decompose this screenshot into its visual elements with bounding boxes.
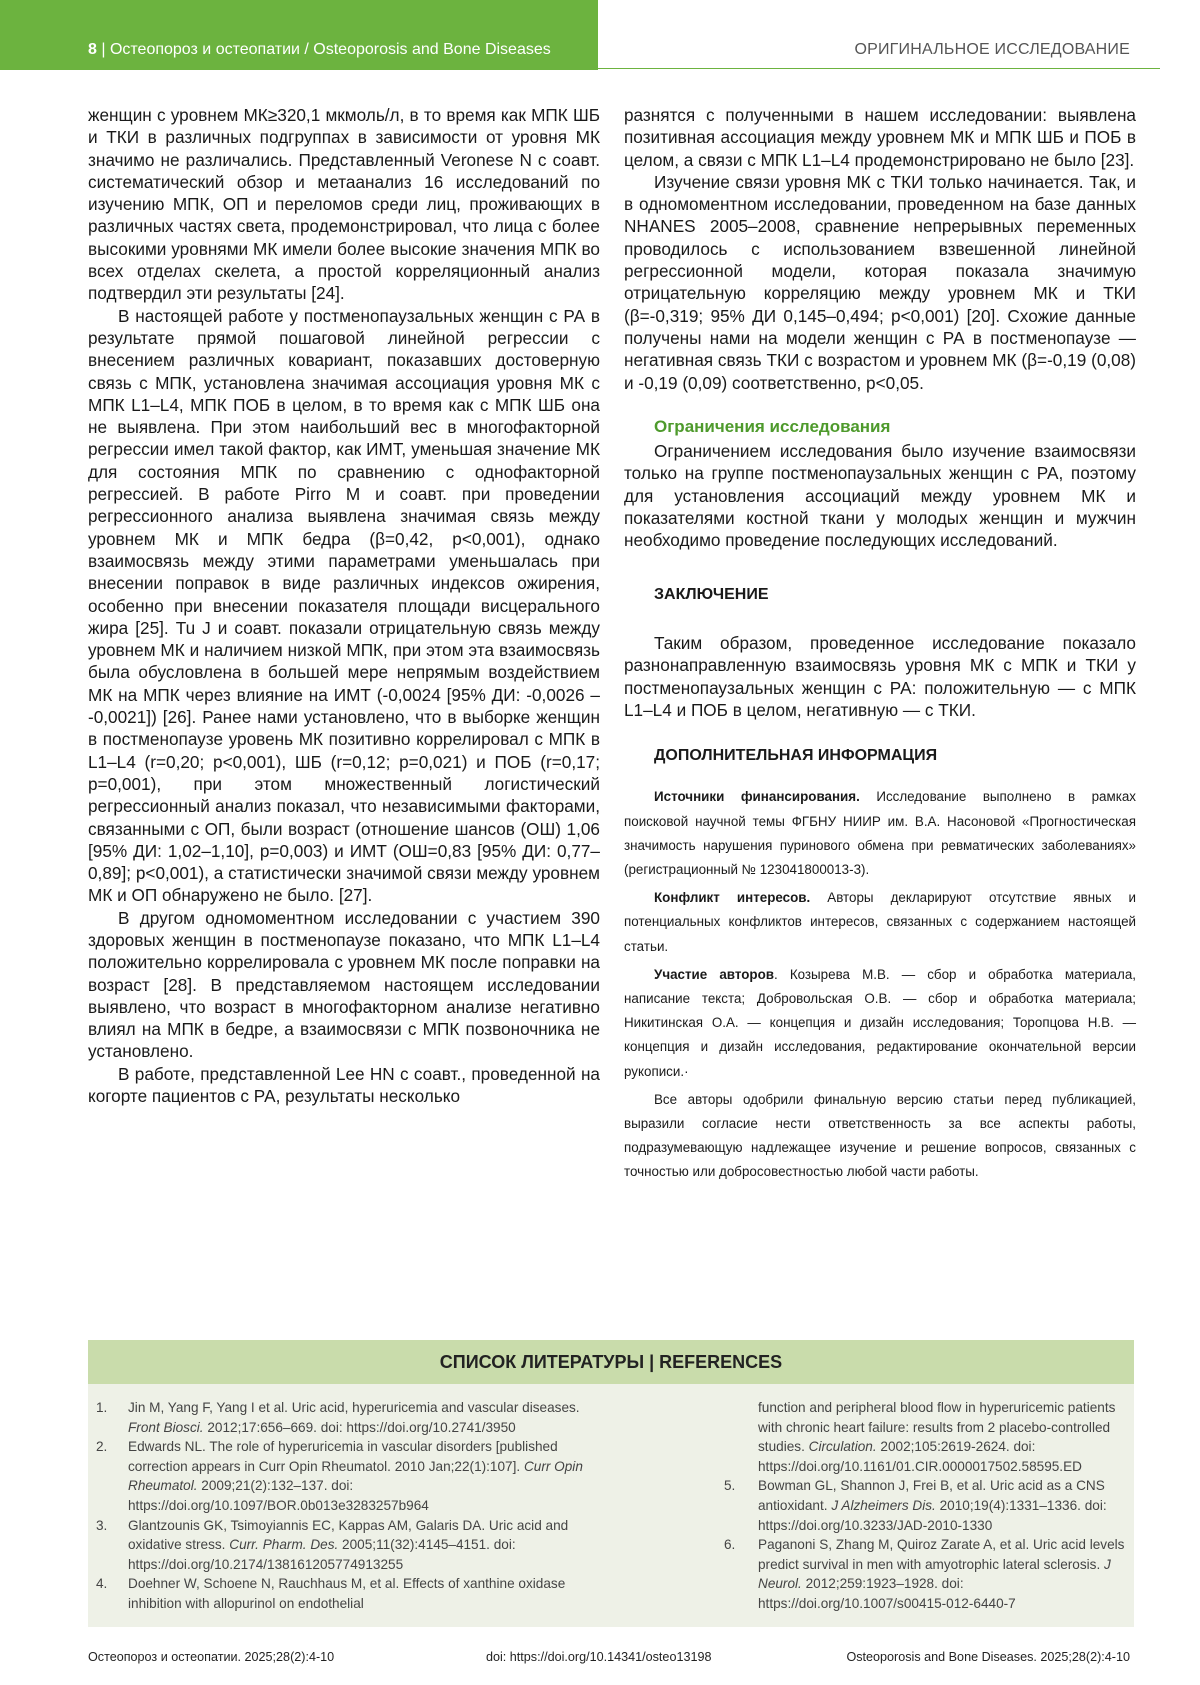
conflict-label: Конфликт интересов.: [654, 890, 811, 906]
reference-item: [88, 1398, 588, 1437]
reference-item: [628, 1476, 1128, 1535]
reference-tail: 2012;259:1923–1928. doi: https://doi.org/10.1007/s00415-012-6440-7: [758, 1576, 1016, 1611]
additional-info-heading: ДОПОЛНИТЕЛЬНАЯ ИНФОРМАЦИЯ: [654, 747, 938, 765]
reference-text: Doehner W, Schoene N, Rauchhaus M, et al. Effects of xanthine oxidase inhibition with allopurinol on endothelial: [128, 1576, 566, 1611]
reference-number: 4.: [96, 1576, 108, 1592]
footer-journal-ru: Остеопороз и остеопатии. 2025;28(2):4-10: [88, 1650, 335, 1664]
reference-text: Paganoni S, Zhang M, Quiroz Zarate A, et al. Uric acid levels predict survival in men with amyotrophic lateral sclerosis.: [758, 1537, 1125, 1572]
paragraph: разнятся с полученными в нашем исследовании: выявлена позитивная ассоциация между уровнем МК и МПК ШБ и ПОБ в целом, а связи с МПК L1–L4 продемонстрировано не было [23].: [624, 105, 1136, 170]
references-box: [88, 1340, 1134, 1627]
reference-number: 1.: [96, 1400, 108, 1415]
paragraph: В работе, представленной Lee HN с соавт., проведенной на когорте пациентов с РА, результаты несколько: [88, 1063, 600, 1107]
conclusion-paragraph: Таким образом, проведенное исследование показало разнонаправленную взаимосвязь уровня МК с МПК и ТКИ у постменопаузальных женщин с РА: положительную — с МПК L1–L4 и ПОБ в целом, негативную — с ТКИ.: [624, 632, 1136, 720]
references-title: СПИСОК ЛИТЕРАТУРЫ | REFERENCES: [88, 1340, 1134, 1384]
reference-item: [88, 1574, 588, 1613]
funding-paragraph: [624, 785, 1136, 882]
header-separator: |: [96, 41, 110, 58]
reference-number: 3.: [96, 1517, 108, 1533]
paragraph: В настоящей работе у постменопаузальных женщин с РА в результате прямой пошаговой линейной регрессии с внесением различных ковариант, показавших достоверную связь с МПК, установлена значимая ассоциация уровня МК с МПК L1–L4, МПК ПОБ в целом, в то время как с МПК ШБ она не выявлена. При этом наибольший вес в многофакторной регрессии имел такой фактор, как ИМТ, уменьшая значение МК для состояния МПК по сравнению с однофакторной регрессией. В работе Pirro M и соавт. при проведении регрессионного анализа выявлена значимая связь между уровнем МК и МПК бедра (β=0,42, p<0,001), однако взаимосвязь между этими параметрами уменьшалась при внесении поправок в виде различных индексов ожирения, особенно при внесении показателя площади висцерального жира [25]. Tu J и соавт. показали отрицательную связь между уровнем МК и наличием низкой МПК, при этом эта взаимосвязь была обусловлена в большей мере непрямым воздействием МК на МПК через влияние на ИМТ (-0,0024 [95% ДИ: -0,0026 – -0,0021]) [26]. Ранее нами установлено, что в выборке женщин в постменопаузе уровень МК позитивно коррелировал с МПК в L1–L4 (r=0,20; p<0,001), ШБ (r=0,12; p=0,021) и ПОБ (r=0,17; p=0,001), при этом множественный логистический регрессионный анализ показал, что независимыми факторами, связанными с ОП, были возраст (отношение шансов (ОШ) 1,06 [95% ДИ: 1,02–1,10], p=0,003) и ИМТ (ОШ=0,83 [95% ДИ: 0,77–0,89]; p<0,001), а статистически значимой связи между уровнем МК и ОП обнаружено не было. [27].: [88, 305, 600, 906]
reference-item: [88, 1516, 588, 1575]
reference-item: [88, 1437, 588, 1515]
right-column: [624, 104, 1136, 1189]
reference-tail: 2010;19(4):1331–1336. doi: https://doi.org/10.3233/JAD-2010-1330: [758, 1497, 1107, 1533]
paragraph: женщин с уровнем МК≥320,1 мкмоль/л, в то время как МПК ШБ и ТКИ в различных подгруппах в зависимости от уровня МК значимо не различались. Представленный Veronese N с соавт. систематический обзор и метаанализ 16 исследований по изучению МПК, ОП и переломов среди лиц, проживающих в различных частях света, продемонстрировал, что лица с более высокими уровнями МК имели более высокие значения МПК во всех отделах скелета, а простой корреляционный анализ подтвердил эти результаты [24].: [88, 105, 600, 304]
reference-item: [628, 1535, 1128, 1613]
reference-journal: Curr Opin Rheumatol.: [128, 1458, 583, 1494]
reference-text: Jin M, Yang F, Yang I et al. Uric acid, hyperuricemia and vascular diseases.: [128, 1400, 580, 1415]
authors-label: Участие авторов: [654, 966, 774, 982]
journal-title: Остеопороз и остеопатии / Osteoporosis and Bone Diseases: [109, 41, 551, 58]
reference-tail: 2002;105:2619-2624. doi: https://doi.org/10.1161/01.CIR.0000017502.58595.ED: [758, 1439, 1082, 1474]
footer-journal-en: Osteoporosis and Bone Diseases. 2025;28(2):4-10: [846, 1650, 1130, 1664]
conflict-text: Авторы декларируют отсутствие явных и потенциальных конфликтов интересов, связанных с содержанием настоящей статьи.: [624, 890, 1136, 954]
reference-tail: 2012;17:656–669. doi: https://doi.org/10.2741/3950: [203, 1419, 516, 1435]
references-right-column: [628, 1398, 1128, 1614]
references-left-column: [88, 1398, 588, 1614]
approval-paragraph: Все авторы одобрили финальную версию статьи перед публикацией, выразили согласие нести ответственность за все аспекты работы, подразумевающую надлежащее изучение и решение вопросов, связанных с точностью или добросовестностью любой части работы.: [624, 1091, 1136, 1180]
header-journal-line: [88, 41, 551, 59]
page-header: [0, 0, 1200, 70]
funding-label: Источники финансирования.: [654, 789, 860, 805]
conflict-paragraph: [624, 886, 1136, 959]
reference-journal: J Alzheimers Dis.: [831, 1497, 936, 1513]
footer-doi[interactable]: doi: https://doi.org/10.14341/osteo13198: [486, 1650, 712, 1664]
header-band: [0, 0, 598, 70]
left-column: [88, 104, 600, 1107]
reference-text: Glantzounis GK, Tsimoyiannis EC, Kappas AM, Galaris DA. Uric acid and oxidative stress.: [128, 1517, 569, 1553]
reference-tail: 2009;21(2):132–137. doi: https://doi.org/10.1097/BOR.0b013e3283257b964: [128, 1478, 429, 1513]
section-label: ОРИГИНАЛЬНОЕ ИССЛЕДОВАНИЕ: [854, 41, 1130, 58]
limitations-heading: Ограничения исследования: [654, 416, 891, 436]
additional-info: [624, 785, 1136, 1184]
reference-tail: 2005;11(32):4145–4151. doi: https://doi.org/10.2174/138161205774913255: [128, 1537, 516, 1572]
reference-text: Bowman GL, Shannon J, Frei B, et al. Uric acid as a CNS antioxidant.: [758, 1478, 1105, 1513]
paragraph: Изучение связи уровня МК с ТКИ только начинается. Так, и в одномоментном исследовании, проведенном на базе данных NHANES 2005–2008, сравнение непрерывных переменных проводилось с использованием взвешенной линейной регрессионной модели, которая показала значимую отрицательную корреляцию между уровнем МК и ТКИ (β=-0,319; 95% ДИ 0,145–0,494; p<0,001) [20]. Схожие данные получены нами на модели женщин с РА в постменопаузе — негативная связь ТКИ с возрастом и уровнем МК (β=-0,19 (0,08) и -0,19 (0,09) соответственно, p<0,05.: [624, 171, 1136, 393]
reference-continuation: [628, 1398, 1128, 1476]
reference-number: 5.: [724, 1478, 736, 1494]
reference-journal: J Neurol.: [758, 1556, 1111, 1592]
reference-number: 6.: [724, 1537, 736, 1553]
paragraph: В другом одномоментном исследовании с участием 390 здоровых женщин в постменопаузе показано, что МПК L1–L4 положительно коррелировала с уровнем МК после поправки на возраст [28]. В представляемом настоящем исследовании выявлено, что возраст в многофакторном анализе негативно влиял на МПК в бедре, а взаимосвязи с МПК позвоночника не установлено.: [88, 907, 600, 1062]
reference-number: 2.: [96, 1439, 108, 1455]
funding-text: Исследование выполнено в рамках поисковой научной темы ФГБНУ НИИР им. В.А. Насоновой «Прогностическая значимость нарушения пуринового обмена при ревматических заболеваниях» (регистрационный № 123041800013-3).: [624, 789, 1136, 878]
conclusion-heading: ЗАКЛЮЧЕНИЕ: [654, 585, 769, 603]
page-number: 8: [88, 41, 97, 58]
reference-journal: Circulation.: [808, 1439, 877, 1455]
authors-text: . Козырева М.В. — сбор и обработка материала, написание текста; Добровольская О.В. — сбор и обработка материала; Никитинская О.А. — концепция и дизайн исследования; Торопцова Н.В. — концепция и дизайн исследования, редактирование окончательной версии рукописи.·: [624, 966, 1136, 1079]
limitations-paragraph: Ограничением исследования было изучение взаимосвязи только на группе постменопаузальных женщин с РА, поэтому для установления ассоциаций между уровнем МК и показателями костной ткани у молодых женщин и мужчин необходимо проведение последующих исследований.: [624, 441, 1136, 551]
reference-journal: Curr. Pharm. Des.: [229, 1537, 339, 1553]
reference-text: function and peripheral blood flow in hyperuricemic patients with chronic heart failure: results from 2 placebo-controlled studies.: [758, 1400, 1116, 1455]
reference-text: Edwards NL. The role of hyperuricemia in vascular disorders [published correction appears in Curr Opin Rheumatol. 2010 Jan;22(1):107].: [128, 1439, 558, 1474]
reference-journal: Front Biosci.: [128, 1419, 204, 1435]
header-rule: [598, 68, 1160, 69]
authors-paragraph: [624, 963, 1136, 1084]
